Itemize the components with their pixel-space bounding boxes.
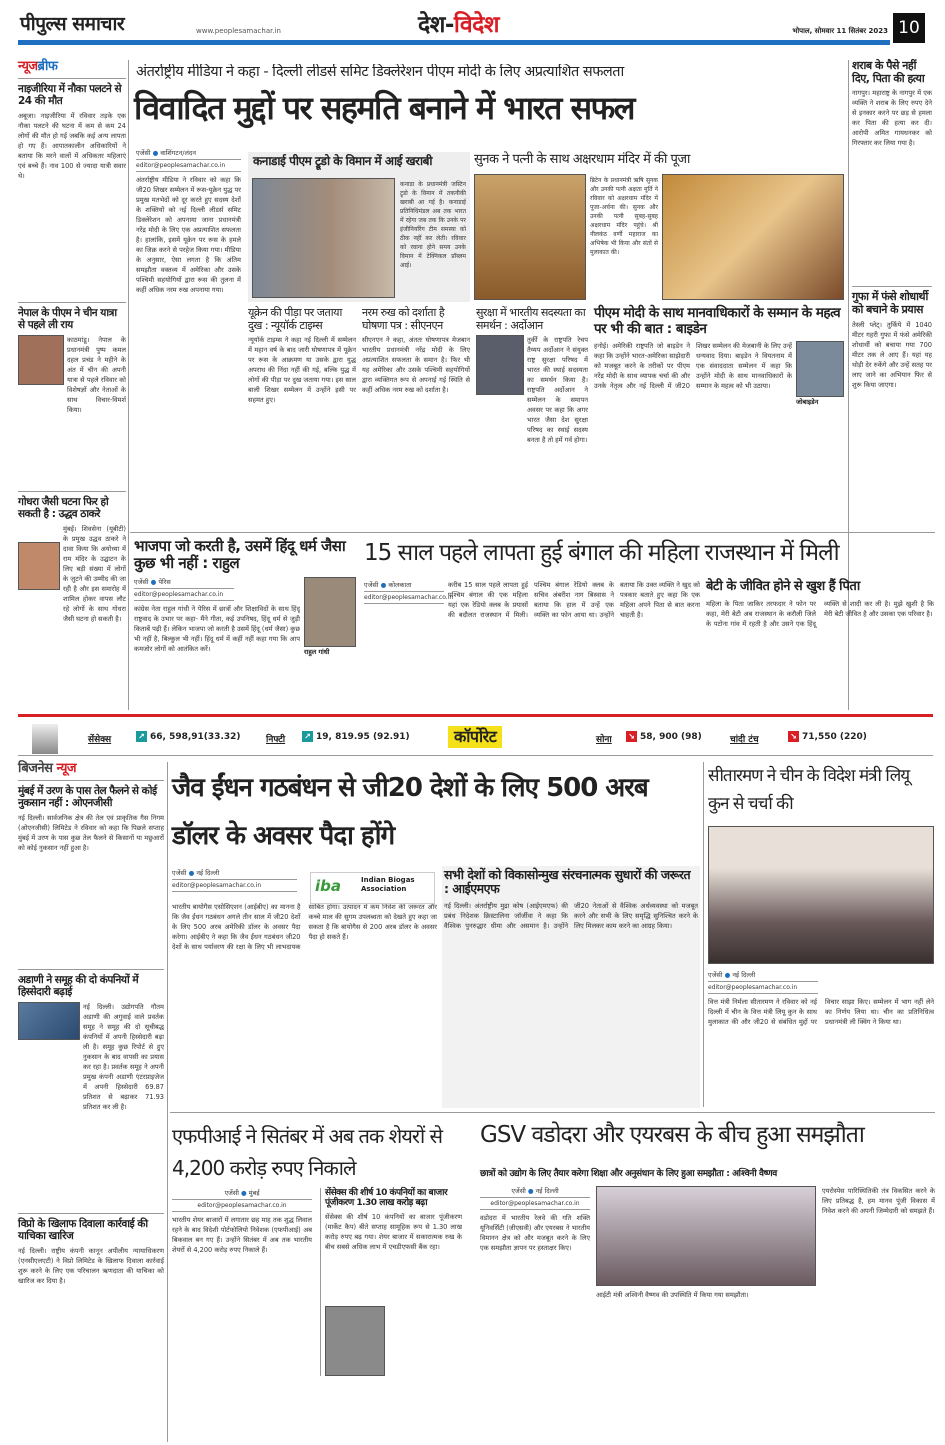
adani-photo bbox=[18, 1002, 80, 1040]
uddhav-photo bbox=[18, 542, 60, 590]
nifty-value: 19, 819.95 (92.91) bbox=[316, 732, 410, 742]
beti-headline: बेटी के जीवित होने से खुश हैं पिता bbox=[706, 579, 860, 594]
dateline: नई दिल्ली bbox=[535, 1187, 559, 1195]
rahul-photo-box bbox=[304, 577, 356, 657]
byline: एजेंसी ● वाशिंगटन/लंदन bbox=[136, 148, 241, 160]
business-headline: मुंबई में उरण के पास तेल फैलने से कोई नुकसान नहीं : ओएनजीसी bbox=[18, 784, 157, 809]
byline: एजेंसी ● नई दिल्ली bbox=[480, 1186, 590, 1198]
gold-label: सोना bbox=[596, 735, 612, 745]
dateline: नई दिल्ली bbox=[732, 971, 756, 979]
brief-title-b: ब्रीफ bbox=[37, 59, 58, 74]
byline-box bbox=[708, 970, 818, 994]
biden-headline: पीएम मोदी के साथ मानवाधिकारों के सम्मान के महत्व पर भी की बात : बाइडेन bbox=[594, 305, 841, 337]
divider bbox=[128, 60, 129, 710]
right-headline: गुफा में फंसे शोधार्थी को बचाने के प्रयास bbox=[852, 286, 932, 316]
divider bbox=[703, 762, 704, 1107]
trudeau-modi-photo bbox=[252, 178, 395, 298]
business-title-b: न्यूज bbox=[56, 761, 77, 776]
agency: एजेंसी bbox=[134, 577, 149, 586]
sensex-label: सेंसेक्स bbox=[88, 735, 112, 745]
email: editor@peoplesamachar.co.in bbox=[480, 1200, 590, 1210]
gsv-airbus-photo bbox=[596, 1186, 816, 1286]
bse-photo bbox=[325, 1306, 385, 1376]
sunak-body: ब्रिटेन के प्रधानमंत्री ऋषि सुनक और उनकी पत्नी अक्षता मूर्ति ने रविवार को अक्षरधाम मंदिर में पूजा-अर्चना की। सुनक और उनकी पत्नी सुबह-सुबह अक्षरधाम मंदिर पहुंचे। श्री नीलकंठ वर्णी महाराज का अभिषेक भी किया और संतों से मुलाकात की। bbox=[590, 177, 658, 256]
sitharaman-story bbox=[708, 762, 934, 1107]
business-headline: विप्रो के खिलाफ दिवाला कार्रवाई की याचिका खारिज bbox=[18, 1213, 164, 1242]
silver-label: चांदी टंच bbox=[730, 735, 759, 745]
section-rule bbox=[18, 714, 933, 717]
news-brief bbox=[18, 60, 126, 710]
bengal-body: करीब 15 साल पहले लापता हुई पश्चिम बंगाल की एक महिला यहां एक रेडियो क्लब के प्रयासों की बदौलत राजस्थान में मिली। पश्चिम बंगाल रेडियो क्लब के सचिव अंबरीश नाग बिस्वास ने बताया कि हाल में उन्हें एक व्यक्ति का फोन आया था। उन्होंने बताया कि उक्त व्यक्ति ने खुद को पत्रकार बताते हुए कहा कि एक महिला अपने पिता से बात करना चाहती है। bbox=[448, 581, 700, 619]
byline: एजेंसी ● पेरिस bbox=[134, 577, 234, 589]
business-body: नई दिल्ली। उद्योगपति गौतम अडाणी की अगुवाई वाले प्रवर्तक समूह ने समूह की दो सूचीबद्ध कंपनियों में अपनी हिस्सेदारी बढ़ा ली है। समूह कुछ रिपोर्ट से हुए नुकसान के बाद वापसी का प्रयास कर रहा है। प्रवर्तक समूह ने अपनी प्रमुख कंपनी अडाणी एंटरप्राइजेज में अपनी हिस्सेदारी 69.87 प्रतिशत से बढ़ाकर 71.93 प्रतिशत कर ली है। bbox=[83, 1003, 164, 1112]
agency: एजेंसी bbox=[136, 149, 151, 157]
erdogan-photo bbox=[476, 335, 524, 395]
up-arrow-icon: ↗ bbox=[302, 731, 313, 742]
iba-logo bbox=[310, 872, 435, 904]
down-arrow-icon: ↘ bbox=[626, 731, 637, 742]
page-number: 10 bbox=[893, 13, 925, 43]
email: editor@peoplesamachar.co.in bbox=[136, 162, 241, 172]
biden-photo-box bbox=[796, 341, 844, 407]
gold-value: 58, 900 (98) bbox=[640, 732, 702, 742]
nifty-label: निफ्टी bbox=[266, 735, 286, 745]
silver-value: 71,550 (220) bbox=[802, 732, 867, 742]
section-title bbox=[418, 12, 499, 38]
akshardham-photo bbox=[474, 174, 586, 300]
story-body: अंतर्राष्ट्रीय मीडिया ने रविवार को कहा कि जी20 शिखर सम्मेलन में रूस-यूक्रेन युद्ध पर प्रमुख मतभेदों को दूर करते हुए सदस्य देशों के शक्तियों को नई दिल्ली लीडर्स समिट डिक्लेरेशन को अपनाया जाना प्रधानमंत्री नरेंद्र मोदी के लिए एक अप्रत्याशित सफलता है। हालांकि, इसमें यूक्रेन पर रूस के हमले का जिक्र करने से परहेज किया गया। मीडिया के अनुसार, ऐसा लगता है कि अंतिम समझौता वक्तव्य में अमेरिका और उसके पश्चिमी सहयोगियों द्वारा रूस की तुलना में कहीं अधिक नरम रुख अपनाया गया। bbox=[136, 176, 241, 294]
sitharaman-photo bbox=[708, 826, 934, 964]
email: editor@peoplesamachar.co.in bbox=[134, 591, 234, 601]
brief-headline: नाइजीरिया में नौका पलटने से 24 की मौत bbox=[18, 82, 122, 107]
email: editor@peoplesamachar.co.in bbox=[708, 984, 818, 994]
fpi-left bbox=[172, 1188, 312, 1425]
business-news bbox=[18, 762, 164, 1442]
sitharaman-body: वित्त मंत्री निर्मला सीतारमण ने रविवार को नई दिल्ली में चीन के वित्त मंत्री लियू कुन के साथ मुलाकात की और जी20 से संबंधित मुद्दों पर विचार साझा किए। सम्मेलन में भाग नहीं लेने का निर्णय लिया था। चीन का प्रतिनिधित्व प्रधानमंत्री ली क्विंग ने किया था। bbox=[708, 998, 934, 1026]
canada-headline: कनाडाई पीएम ट्रूडो के विमान में आई खराबी bbox=[253, 154, 433, 168]
brief-title-a: न्यूज bbox=[18, 59, 38, 74]
gsv-caption: आईटी मंत्री अश्विनी वैष्णव की उपस्थिति में किया गया समझौता। bbox=[596, 1291, 749, 1299]
corporate-label: कॉर्पोरेट bbox=[448, 726, 502, 748]
dateline: वाशिंगटन/लंदन bbox=[160, 149, 196, 157]
right-column bbox=[852, 60, 932, 530]
sensex-side-body: सेंसेक्स की शीर्ष 10 कंपनियों का बाजार पूंजीकरण (मार्केट कैप) बीते सप्ताह सामूहिक रूप से 1.30 लाख करोड़ रुपए बढ़ गया। शेयर बाजार में सकारात्मक रुख के बीच सबसे अधिक लाभ में एचडीएफसी बैंक रहा। bbox=[325, 1212, 462, 1251]
agency: एजेंसी bbox=[364, 581, 379, 589]
erdogan-headline: सुरक्षा में भारतीय सदस्यता का समर्थन : अर्दोआन bbox=[476, 306, 586, 333]
business-title bbox=[18, 762, 164, 781]
byline-box bbox=[172, 868, 297, 892]
imf-body: नई दिल्ली। अंतर्राष्ट्रीय मुद्रा कोष (आईएमएफ) की प्रबंध निदेशक क्रिस्टालिना जॉर्जीवा ने कहा कि वैश्विक पुनरुद्धार धीमा और असमान है। उन्होंने जी20 नेताओं से वैश्विक अर्थव्यवस्था को मजबूत करने और सभी के लिए समृद्धि सुनिश्चित करने के लिए मिलकर काम करने का आग्रह किया। bbox=[444, 901, 698, 930]
dateline: नई दिल्ली bbox=[196, 869, 220, 877]
logo: पीपुल्स समाचार bbox=[20, 13, 125, 35]
market-ticker bbox=[18, 722, 933, 756]
nyt-story bbox=[248, 306, 356, 528]
business-title-a: बिजनेस bbox=[18, 761, 53, 776]
divider bbox=[170, 1112, 935, 1113]
section-a: देश- bbox=[418, 12, 454, 38]
sunak-headline: सुनक ने पत्नी के साथ अक्षरधाम मंदिर में की पूजा bbox=[474, 152, 690, 167]
rahul-photo bbox=[304, 577, 356, 647]
divider bbox=[167, 762, 168, 1442]
brief-title bbox=[18, 60, 126, 79]
brief-headline: नेपाल के पीएम ने चीन यात्रा से पहले ली राय bbox=[18, 302, 126, 331]
dateline: मुंबई bbox=[248, 1189, 260, 1197]
bull-icon bbox=[32, 724, 58, 754]
fpi-body: भारतीय शेयर बाजारों में लगातार छह माह तक शुद्ध लिवाल रहने के बाद विदेशी पोर्टफोलियो निवेशक (एफपीआई) अब बिकवाल बन गए हैं। उन्होंने सितंबर में अब तक भारतीय शेयरों से 4,200 करोड़ रुपए निकाले हैं। bbox=[172, 1216, 312, 1254]
canada-body: कनाडा के प्रधानमंत्री जस्टिन ट्रूडो के विमान में तकनीकी खराबी आ गई है। कनाडाई प्रतिनिधिमंडल अब तक भारत में रहेगा जब तक कि उनके पर इंजीनियरिंग टीम समस्या को ठीक नहीं कर लेती। रविवार को रवाना होने समय उनके विमान में टेक्निकल प्रॉब्लम आई। bbox=[400, 181, 466, 269]
fpi-headline: एफपीआई ने सितंबर में अब तक शेयरों से 4,200 करोड़ रुपए निकाले bbox=[172, 1124, 443, 1180]
erdogan-story bbox=[476, 306, 588, 528]
biden-body: हनोई। अमेरिकी राष्ट्रपति जो बाइडेन ने कहा कि उन्होंने भारत-अमेरिका साझेदारी को मजबूत करने के तरीकों पर पीएम नरेंद्र मोदी के साथ व्यापक चर्चा की और उनके नेतृत्व और नई दिल्ली में जी20 शिखर सम्मेलन की मेजबानी के लिए उन्हें धन्यवाद दिया। बाइडेन ने वियतनाम में एक संवाददाता सम्मेलन में कहा कि उन्होंने मोदी के साथ मानवाधिकारों के सम्मान के महत्व को भी उठाया। bbox=[594, 342, 792, 391]
biofuel-story bbox=[172, 868, 437, 1108]
site-url: www.peoplesamachar.in bbox=[196, 27, 281, 35]
top-story bbox=[136, 148, 241, 533]
section-b: विदेश bbox=[453, 12, 500, 38]
business-body: नई दिल्ली। सार्वजनिक क्षेत्र की तेल एवं प्राकृतिक गैस निगम (ओएनजीसी) लिमिटेड ने रविवार को कहा कि पिछले सप्ताह मुंबई में उरण के पास कुछ तेल फैलने से किसानों या मछुआरों को कोई नुकसान नहीं हुआ है। bbox=[18, 814, 164, 853]
business-headline: अडाणी ने समूह की दो कंपनियों में हिस्सेदारी बढ़ाई bbox=[18, 969, 164, 998]
iba-logo-mark: iba bbox=[315, 877, 342, 895]
agency: एजेंसी bbox=[708, 971, 723, 979]
gsv-subheadline: छात्रों को उद्योग के लिए तैयार करेगा शिक्षा और अनुसंधान के लिए हुआ समझौता : अश्विनी वैष्णव bbox=[480, 1169, 777, 1179]
cnn-headline: नरम रुख को दर्शाता है घोषणा पत्र : सीएनएन bbox=[362, 306, 445, 333]
date: भोपाल, सोमवार 11 सितंबर 2023 bbox=[792, 27, 888, 35]
brief-headline: गोधरा जैसी घटना फिर हो सकती है : उद्धव ठाकरे bbox=[18, 491, 126, 520]
email: editor@peoplesamachar.co.in bbox=[172, 1202, 312, 1212]
byline: एजेंसी ● मुंबई bbox=[172, 1188, 312, 1200]
cnn-body: सीएनएन ने कहा, अंततः घोषणापत्र मेजबान भारतीय प्रधानमंत्री नरेंद्र मोदी के लिए अप्रत्याशित सफलता के समान है। फिर भी यह अमेरिका और उसके पश्चिमी सहयोगियों द्वारा व्यक्तिगत रूप से अपनाई गई स्थिति से कहीं अधिक नरम रुख को दर्शाता है। bbox=[362, 336, 470, 395]
rahul-headline: भाजपा जो करती है, उसमें हिंदू धर्म जैसा कुछ भी नहीं : राहुल bbox=[134, 537, 346, 573]
cnn-story bbox=[362, 306, 470, 528]
agency: एजेंसी bbox=[224, 1189, 239, 1197]
byline: एजेंसी ● कोलकाता bbox=[364, 580, 444, 592]
business-body: नई दिल्ली। राष्ट्रीय कंपनी कानून अपीलीय न्यायाधिकरण (एनसीएलएटी) ने विप्रो लिमिटेड के खिलाफ दिवाला कार्रवाई शुरू करने के लिए एक परिचालन ऋणदाता की याचिका को खारिज कर दिया है। bbox=[18, 1247, 164, 1286]
brief-body: काठमांडू। नेपाल के प्रधानमंत्री पुष्प कमल दहल प्रचंड ने महीने के अंत में चीन की अपनी यात्रा से पहले रविवार को विशेषज्ञों और नेताओं के साथ विचार-विमर्श किया। bbox=[67, 336, 126, 415]
byline: एजेंसी ● नई दिल्ली bbox=[708, 970, 818, 982]
gsv-body-right: एयरोस्पेस पारिस्थितिकी तंत्र विकसित करने के लिए प्रतिबद्ध है, हम मानव पूंजी विकास में निवेश करने की अपनी जिम्मेदारी को समझते हैं। bbox=[822, 1187, 935, 1215]
gsv-left bbox=[480, 1186, 590, 1428]
right-body: तेस्ली प्लेट्। तुर्किये में 1040 मीटर गहरी गुफा में फंसे अमेरिकी शोधार्थी को बचाया गया 700 मीटर तक ले आए हैं। यहां यह थोड़ी देर रुकेंगे और उन्हें सतह पर लाए जाने का अभियान फिर से शुरू किया जाएगा। bbox=[852, 320, 932, 389]
dateline: पेरिस bbox=[158, 577, 171, 586]
down-arrow-icon: ↘ bbox=[788, 731, 799, 742]
bengal-headline: 15 साल पहले लापता हुई बंगाल की महिला राजस्थान में मिली bbox=[364, 540, 839, 566]
imf-story bbox=[442, 866, 700, 1108]
biden-photo bbox=[796, 341, 844, 397]
bengal-story bbox=[364, 580, 700, 708]
beti-story bbox=[706, 580, 934, 708]
rahul-body: कांग्रेस नेता राहुल गांधी ने पेरिस में छात्रों और शिक्षाविदों के साथ हिंदू राष्ट्रवाद के उभार पर कहा- मैंने गीता, कई उपनिषद, हिंदू धर्म से जुड़ी किताबें पढ़ी हैं। लेकिन भाजपा जो करती है उसमें हिंदू (धर्म जैसा) कुछ भी नहीं है, बिल्कुल भी नहीं। हिंदू धर्म में कहीं नहीं कहा गया कि आप कमजोर लोगों को आतंकित करें। bbox=[134, 604, 300, 653]
up-arrow-icon: ↗ bbox=[136, 731, 147, 742]
agency: एजेंसी bbox=[511, 1187, 526, 1195]
erdogan-body: तुर्की के राष्ट्रपति रेचप तैय्यप अर्दोआन ने संयुक्त राष्ट्र सुरक्षा परिषद में भारत की स्थाई सदस्यता का समर्थन किया है। राष्ट्रपति अर्दोआन ने सम्मेलन के समापन अवसर पर कहा कि अगर भारत जैसा देश सुरक्षा परिषद का स्थाई सदस्य बनता है तो हमें गर्व होगा। bbox=[527, 336, 588, 445]
rahul-story bbox=[134, 538, 356, 708]
right-headline: शराब के पैसे नहीं दिए, पिता की हत्या bbox=[852, 59, 925, 85]
biofuel-body: भारतीय बायोगैस एसोसिएशन (आईबीए) का मानना है कि जैव ईंधन गठबंधन अगले तीन साल में जी20 देशों के लिए 500 अरब अमेरिकी डॉलर के अवसर पैदा करेगा। आईबीए ने कहा कि जैव ईंधन गठबंधन जी20 देशों के साथ पर्यावरण की रक्षा के लिए भी लाभदायक साबित होगा। उत्पादन में कम निवेश की जरूरत और कच्चे माल की सुगम उपलब्धता को देखते हुए कहा जा सकता है कि बायोगैस से 200 अरब डॉलर के अवसर पैदा हो सकते हैं। bbox=[172, 903, 437, 951]
masthead bbox=[18, 8, 928, 44]
brief-body: अबूजा। नाइजीरिया में रविवार तड़के एक नौका पलटने की घटना में कम से कम 24 लोगों की मौत हो गई जबकि कई अन्य लापता हो गए हैं। आपातकालीन अधिकारियों ने बताया कि मरने वालों में अधिकतर महिलाएं एवं बच्चे हैं। नाव 100 से ज्यादा यात्री सवार थे। bbox=[18, 112, 126, 181]
iba-logo-text: Indian Biogas Association bbox=[361, 876, 415, 893]
email: editor@peoplesamachar.co.in bbox=[172, 882, 297, 892]
byline-box bbox=[364, 580, 454, 607]
nyt-body: न्यूयॉर्क टाइम्स ने कहा नई दिल्ली में सम्मेलन में महान वर्ष के बाद जारी घोषणापत्र में यूक्रेन पर रूस के आक्रमण या उसके द्वारा युद्ध अपराध की निंदा नहीं की गई, बल्कि युद्ध में लोगों की पीड़ा पर दुख जताया गया। इस साल बाली शिखर सम्मेलन में उन्होंने इसी पर सहमत हुए। bbox=[248, 336, 356, 405]
canada-story bbox=[248, 152, 470, 302]
imf-headline: सभी देशों को विकासोन्मुख संरचनात्मक सुधारों की जरूरत : आईएमएफ bbox=[444, 867, 691, 897]
dateline: कोलकाता bbox=[388, 581, 412, 589]
sensex-side-story bbox=[320, 1188, 462, 1376]
brief-body: मुंबई। शिवसेना (यूबीटी) के प्रमुख उद्धव ठाकरे ने दावा किया कि अयोध्या में राम मंदिर के उद्घाटन के लिए बड़ी संख्या में लोगों के जुटने की उम्मीद की जा रही है और इस समारोह में शामिल होकर वापस लौट रहे लोगों के साथ गोधरा जैसी घटना हो सकती है। bbox=[63, 525, 126, 624]
agency: एजेंसी bbox=[172, 869, 187, 877]
gsv-headline: GSV वडोदरा और एयरबस के बीच हुआ समझौता bbox=[480, 1122, 864, 1148]
sitharaman-text bbox=[708, 970, 934, 1102]
email: editor@peoplesamachar.co.in bbox=[364, 594, 444, 604]
sensex-side-headline: सेंसेक्स की शीर्ष 10 कंपनियों का बाजार पूंजीकरण 1.30 लाख करोड़ बढ़ा bbox=[325, 1188, 448, 1209]
sunak-photo bbox=[662, 174, 844, 300]
masthead-rule bbox=[18, 40, 890, 45]
top-kicker: अंतर्राष्ट्रीय मीडिया ने कहा - दिल्ली लीडर्स समिट डिक्लेरेशन पीएम मोदी के लिए अप्रत्याशित सफलता bbox=[136, 64, 624, 80]
fpi-story bbox=[172, 1188, 462, 1438]
prachanda-photo bbox=[18, 335, 64, 385]
sitharaman-headline: सीतारमण ने चीन के विदेश मंत्री लियू कुन से चर्चा की bbox=[708, 766, 910, 814]
gsv-body: वडोदरा में भारतीय रेलवे की गति शक्ति यूनिवर्सिटी (जीएसवी) और एयरबस ने भारतीय विमानन क्षेत्र को और मजबूत करने के लिए एक समझौता ज्ञापन पर हस्ताक्षर किए। bbox=[480, 1214, 590, 1252]
right-body: नागपुर। महाराष्ट्र के नागपुर में एक व्यक्ति ने शराब के लिए रुपए देने से इनकार करने पर छड़ से हमला कर पिता की हत्या कर दी। आरोपी अमित गायधनकर को गिरफ्तार कर लिया गया है। bbox=[852, 89, 932, 148]
biden-story bbox=[594, 306, 844, 528]
byline: एजेंसी ● नई दिल्ली bbox=[172, 868, 297, 880]
nyt-headline: यूक्रेन की पीड़ा पर जताया दुख : न्यूयॉर्क टाइम्स bbox=[248, 306, 342, 333]
beti-body: महिला के पिता जाकिर तरफदार ने फोन पर कहा, मेरी बेटी अब राजस्थान के करौली जिले के पटोना गांव में रहती है और उसने एक हिंदू व्यक्ति से शादी कर ली है। मुझे खुशी है कि मेरी बेटी जीवित है और उसका एक परिवार है। bbox=[706, 599, 934, 628]
gsv-story bbox=[480, 1186, 935, 1441]
top-headline: विवादित मुद्दों पर सहमति बनाने में भारत सफल bbox=[134, 89, 634, 127]
sensex-value: 66, 598,91(33.32) bbox=[150, 732, 241, 742]
sunak-story bbox=[474, 152, 844, 302]
divider bbox=[130, 532, 935, 533]
biden-caption: जोबाइडेन bbox=[796, 398, 819, 407]
rahul-caption: राहुल गांधी bbox=[304, 647, 330, 656]
biofuel-headline: जैव ईंधन गठबंधन से जी20 देशों के लिए 500 अरब डॉलर के अवसर पैदा होंगे bbox=[172, 773, 648, 851]
